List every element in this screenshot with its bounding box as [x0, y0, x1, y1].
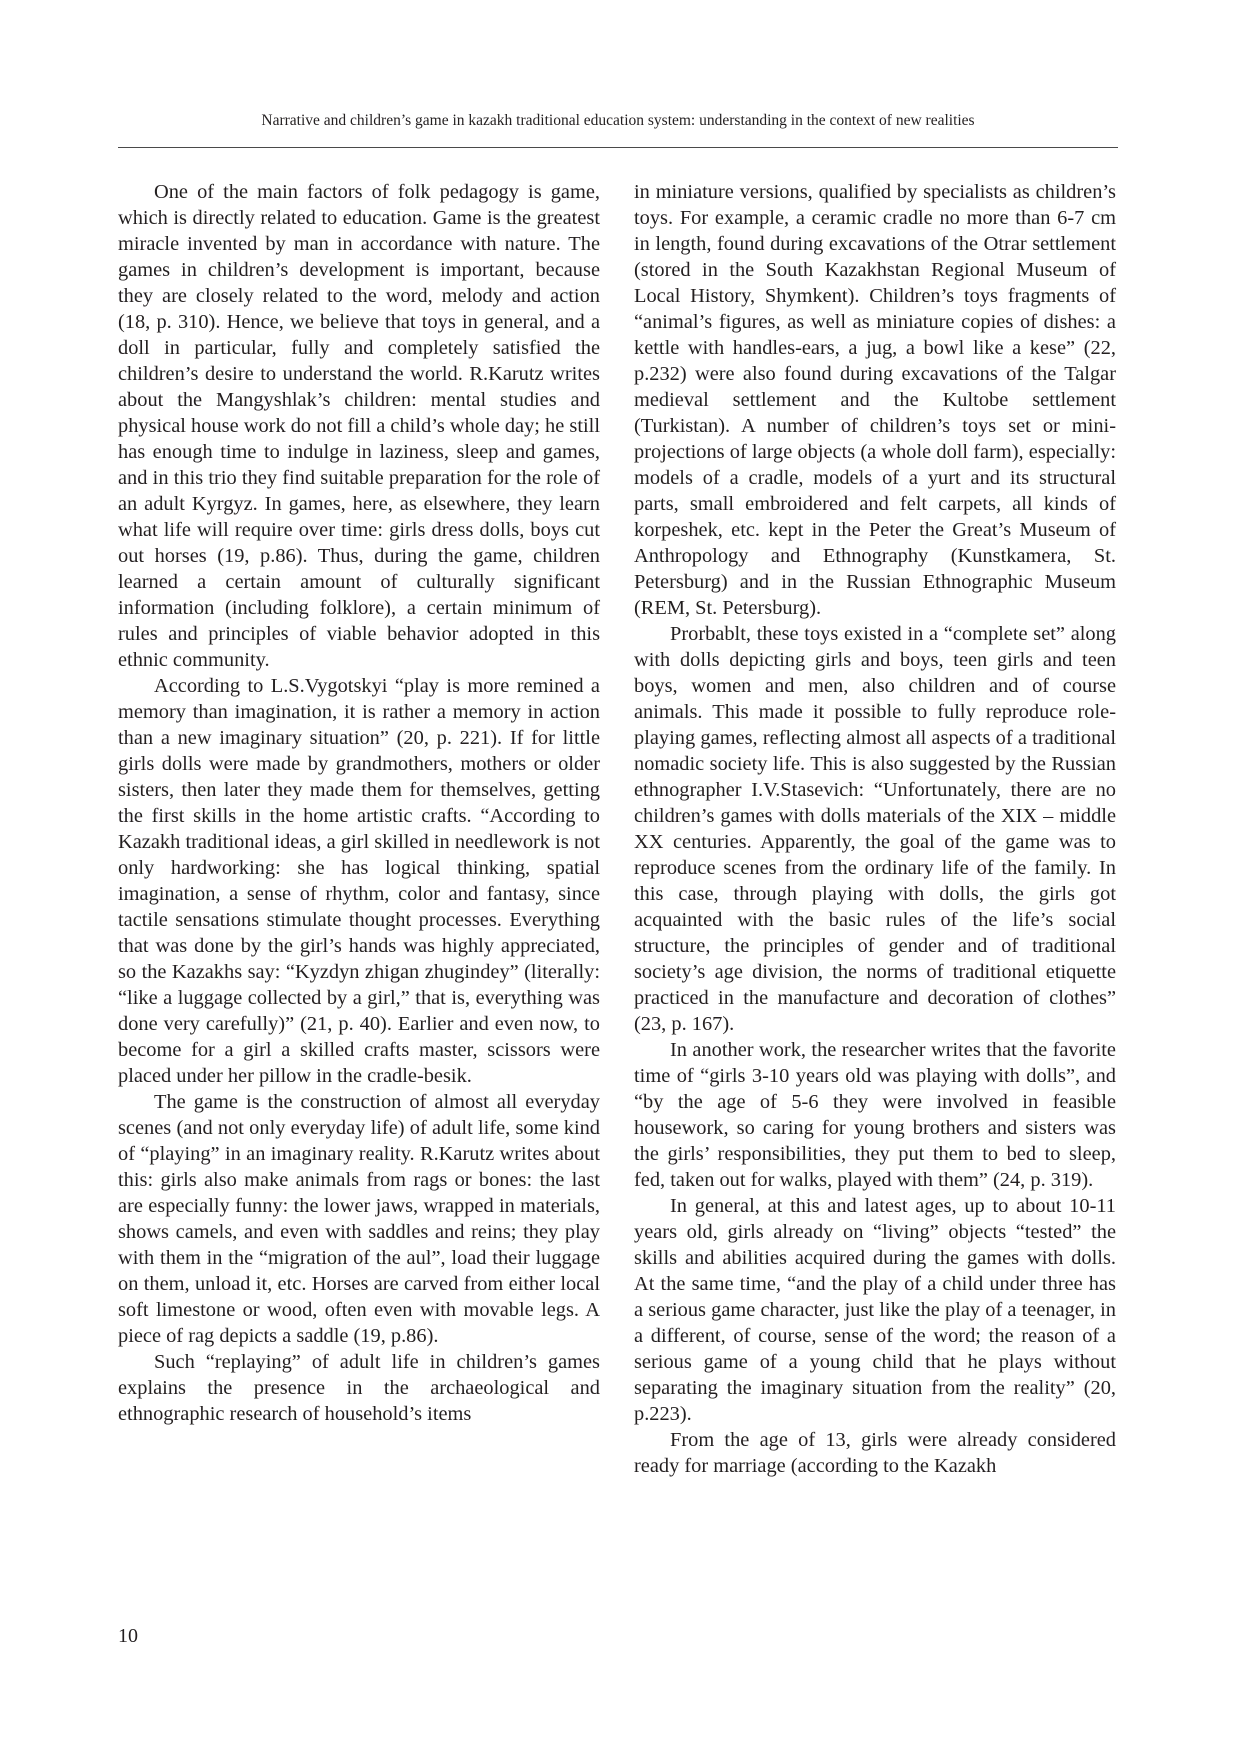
page-number: 10	[118, 1625, 138, 1647]
left-column	[118, 179, 600, 1427]
right-column	[634, 179, 1116, 1479]
paragraph: The game is the construction of almost all everyday scenes (and not only everyday life) of adult life, some kind of “playing” in an imaginary reality. R.Karutz writes about this: girls also make animals from rags or bones: the last are especially funny: the lower jaws, wrapped in materials, shows camels, and even with saddles and reins; they play with them in the “migration of the aul”, load their luggage on them, unload it, etc. Horses are carved from either local soft limestone or wood, often even with movable legs. A piece of rag depicts a saddle (19, p.86).	[118, 1091, 600, 1347]
paragraph: One of the main factors of folk pedagogy is game, which is directly related to education. Game is the greatest miracle invented by man in accordance with nature. The games in children’s development is important, because they are closely related to the word, melody and action (18, p. 310). Hence, we believe that toys in general, and a doll in particular, fully and completely satisfied the children’s desire to understand the world. R.Karutz writes about the Mangyshlak’s children: mental studies and physical house work do not fill a child’s whole day; he still has enough time to indulge in laziness, sleep and games, and in this trio they find suitable preparation for the role of an adult Kyrgyz. In games, here, as elsewhere, they learn what life will require over time: girls dress dolls, boys cut out horses (19, p.86). Thus, during the game, children learned a certain amount of culturally significant information (including folklore), a certain minimum of rules and principles of viable behavior adopted in this ethnic community.	[118, 181, 600, 671]
running-header: Narrative and children’s game in kazakh traditional education system: understanding in the context of new realities	[261, 112, 975, 129]
paragraph: Prorbablt, these toys existed in a “complete set” along with dolls depicting girls and boys, teen girls and teen boys, women and men, also children and of course animals. This made it possible to fully reproduce role-playing games, reflecting almost all aspects of a traditional nomadic society life. This is also suggested by the Russian ethnographer I.V.Stasevich: “Unfortunately, there are no children’s games with dolls materials of the XIX – middle XX centuries. Apparently, the goal of the game was to reproduce scenes from the ordinary life of the family. In this case, through playing with dolls, the girls got acquainted with the basic rules of the life’s social structure, the principles of gender and of traditional society’s age division, the norms of traditional etiquette practiced in the manufacture and decoration of clothes” (23, p. 167).	[634, 623, 1116, 1035]
paragraph: Such “replaying” of adult life in children’s games explains the presence in the archaeological and ethnographic research of household’s items	[118, 1351, 600, 1425]
paragraph-continuation: in miniature versions, qualified by specialists as children’s toys. For example, a ceramic cradle no more than 6-7 cm in length, found during excavations of the Otrar settlement (stored in the South Kazakhstan Regional Museum of Local History, Shymkent). Children’s toys fragments of “animal’s figures, as well as miniature copies of dishes: a kettle with handles-ears, a jug, a bowl like a kese” (22, p.232) were also found during excavations of the Talgar medieval settlement and the Kultobe settlement (Turkistan). A number of children’s toys set or mini-projections of large objects (a whole doll farm), especially: models of a cradle, models of a yurt and its structural parts, small embroidered and felt carpets, all kinds of korpeshek, etc. kept in the Peter the Great’s Museum of Anthropology and Ethnography (Kunstkamera, St. Petersburg) and in the Russian Ethnographic Museum (REM, St. Petersburg).	[634, 181, 1116, 619]
header-rule	[118, 147, 1118, 148]
paragraph: In another work, the researcher writes that the favorite time of “girls 3-10 years old was playing with dolls”, and “by the age of 5-6 they were involved in feasible housework, so caring for young brothers and sisters was the girls’ responsibilities, they put them to bed to sleep, fed, taken out for walks, played with them” (24, p. 319).	[634, 1039, 1116, 1191]
paragraph: From the age of 13, girls were already considered ready for marriage (according to the Kazakh	[634, 1429, 1116, 1477]
paragraph: In general, at this and latest ages, up to about 10-11 years old, girls already on “living” objects “tested” the skills and abilities acquired during the games with dolls. At the same time, “and the play of a child under three has a serious game character, just like the play of a teenager, in a different, of course, sense of the word; the reason of a serious game of a young child that he plays without separating the imaginary situation from the reality” (20, p.223).	[634, 1195, 1116, 1425]
paragraph: According to L.S.Vygotskyi “play is more remined a memory than imagination, it is rather a memory in action than a new imaginary situation” (20, p. 221). If for little girls dolls were made by grandmothers, mothers or older sisters, then later they made them for themselves, getting the first skills in the home artistic crafts. “According to Kazakh traditional ideas, a girl skilled in needlework is not only hardworking: she has logical thinking, spatial imagination, a sense of rhythm, color and fantasy, since tactile sensations stimulate thought processes. Everything that was done by the girl’s hands was highly appreciated, so the Kazakhs say: “Kyzdyn zhigan zhugindey” (literally: “like a luggage collected by a girl,” that is, everything was done very carefully)” (21, p. 40). Earlier and even now, to become for a girl a skilled crafts master, scissors were placed under her pillow in the cradle-besik.	[118, 675, 600, 1087]
